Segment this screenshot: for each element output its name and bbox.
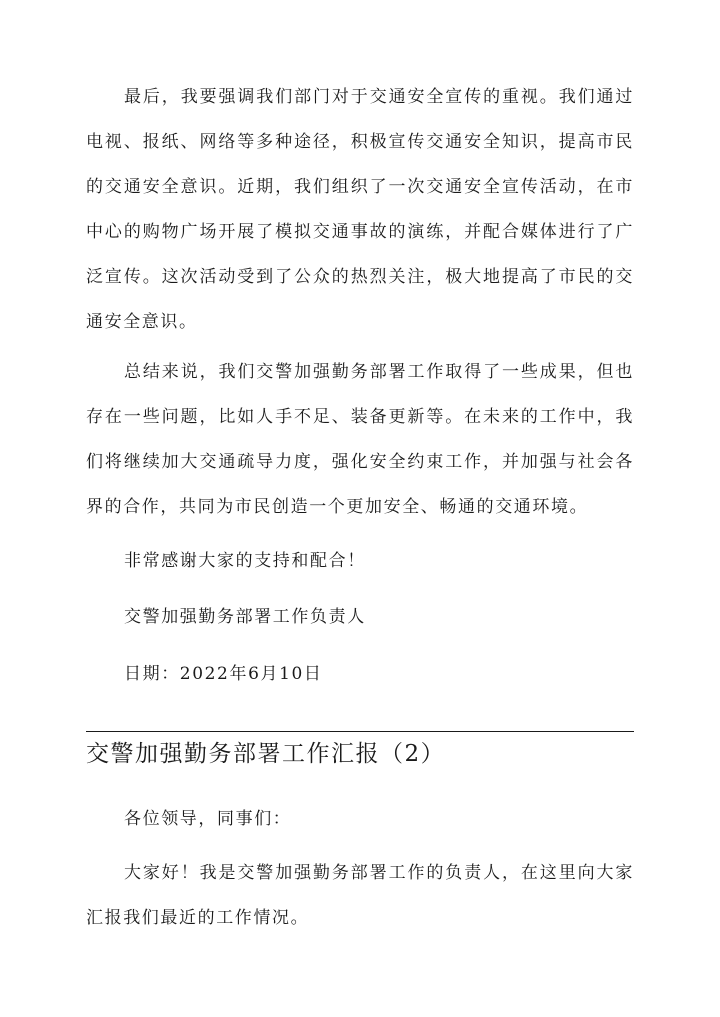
thanks-line: 非常感谢大家的支持和配合！ [124, 551, 366, 571]
date-line: 日期：2022年6月10日 [124, 664, 323, 684]
signature-line: 交警加强勤务部署工作负责人 [124, 607, 366, 627]
section-divider [86, 731, 634, 732]
paragraph-summary: 总结来说，我们交警加强勤务部署工作取得了一些成果，但也存在一些问题，比如人手不足、装备更新等。在未来的工作中，我们将继续加大交通疏导力度，强化安全约束工作，并加强与社会各界的合作，共同为市民创造一个更加安全、畅通的交通环境。 [86, 362, 634, 517]
section-heading: 交警加强勤务部署工作汇报（2） [86, 741, 446, 767]
paragraph-traffic-safety-publicity: 最后，我要强调我们部门对于交通安全宣传的重视。我们通过电视、报纸、网络等多种途径，积极宣传交通安全知识，提高市民的交通安全意识。近期，我们组织了一次交通安全宣传活动，在市中心的购物广场开展了模拟交通事故的演练，并配合媒体进行了广泛宣传。这次活动受到了公众的热烈关注，极大地提高了市民的交通安全意识。 [86, 87, 634, 332]
salutation-line: 各位领导，同事们： [124, 809, 292, 829]
paragraph-intro: 大家好！我是交警加强勤务部署工作的负责人，在这里向大家汇报我们最近的工作情况。 [86, 863, 634, 928]
